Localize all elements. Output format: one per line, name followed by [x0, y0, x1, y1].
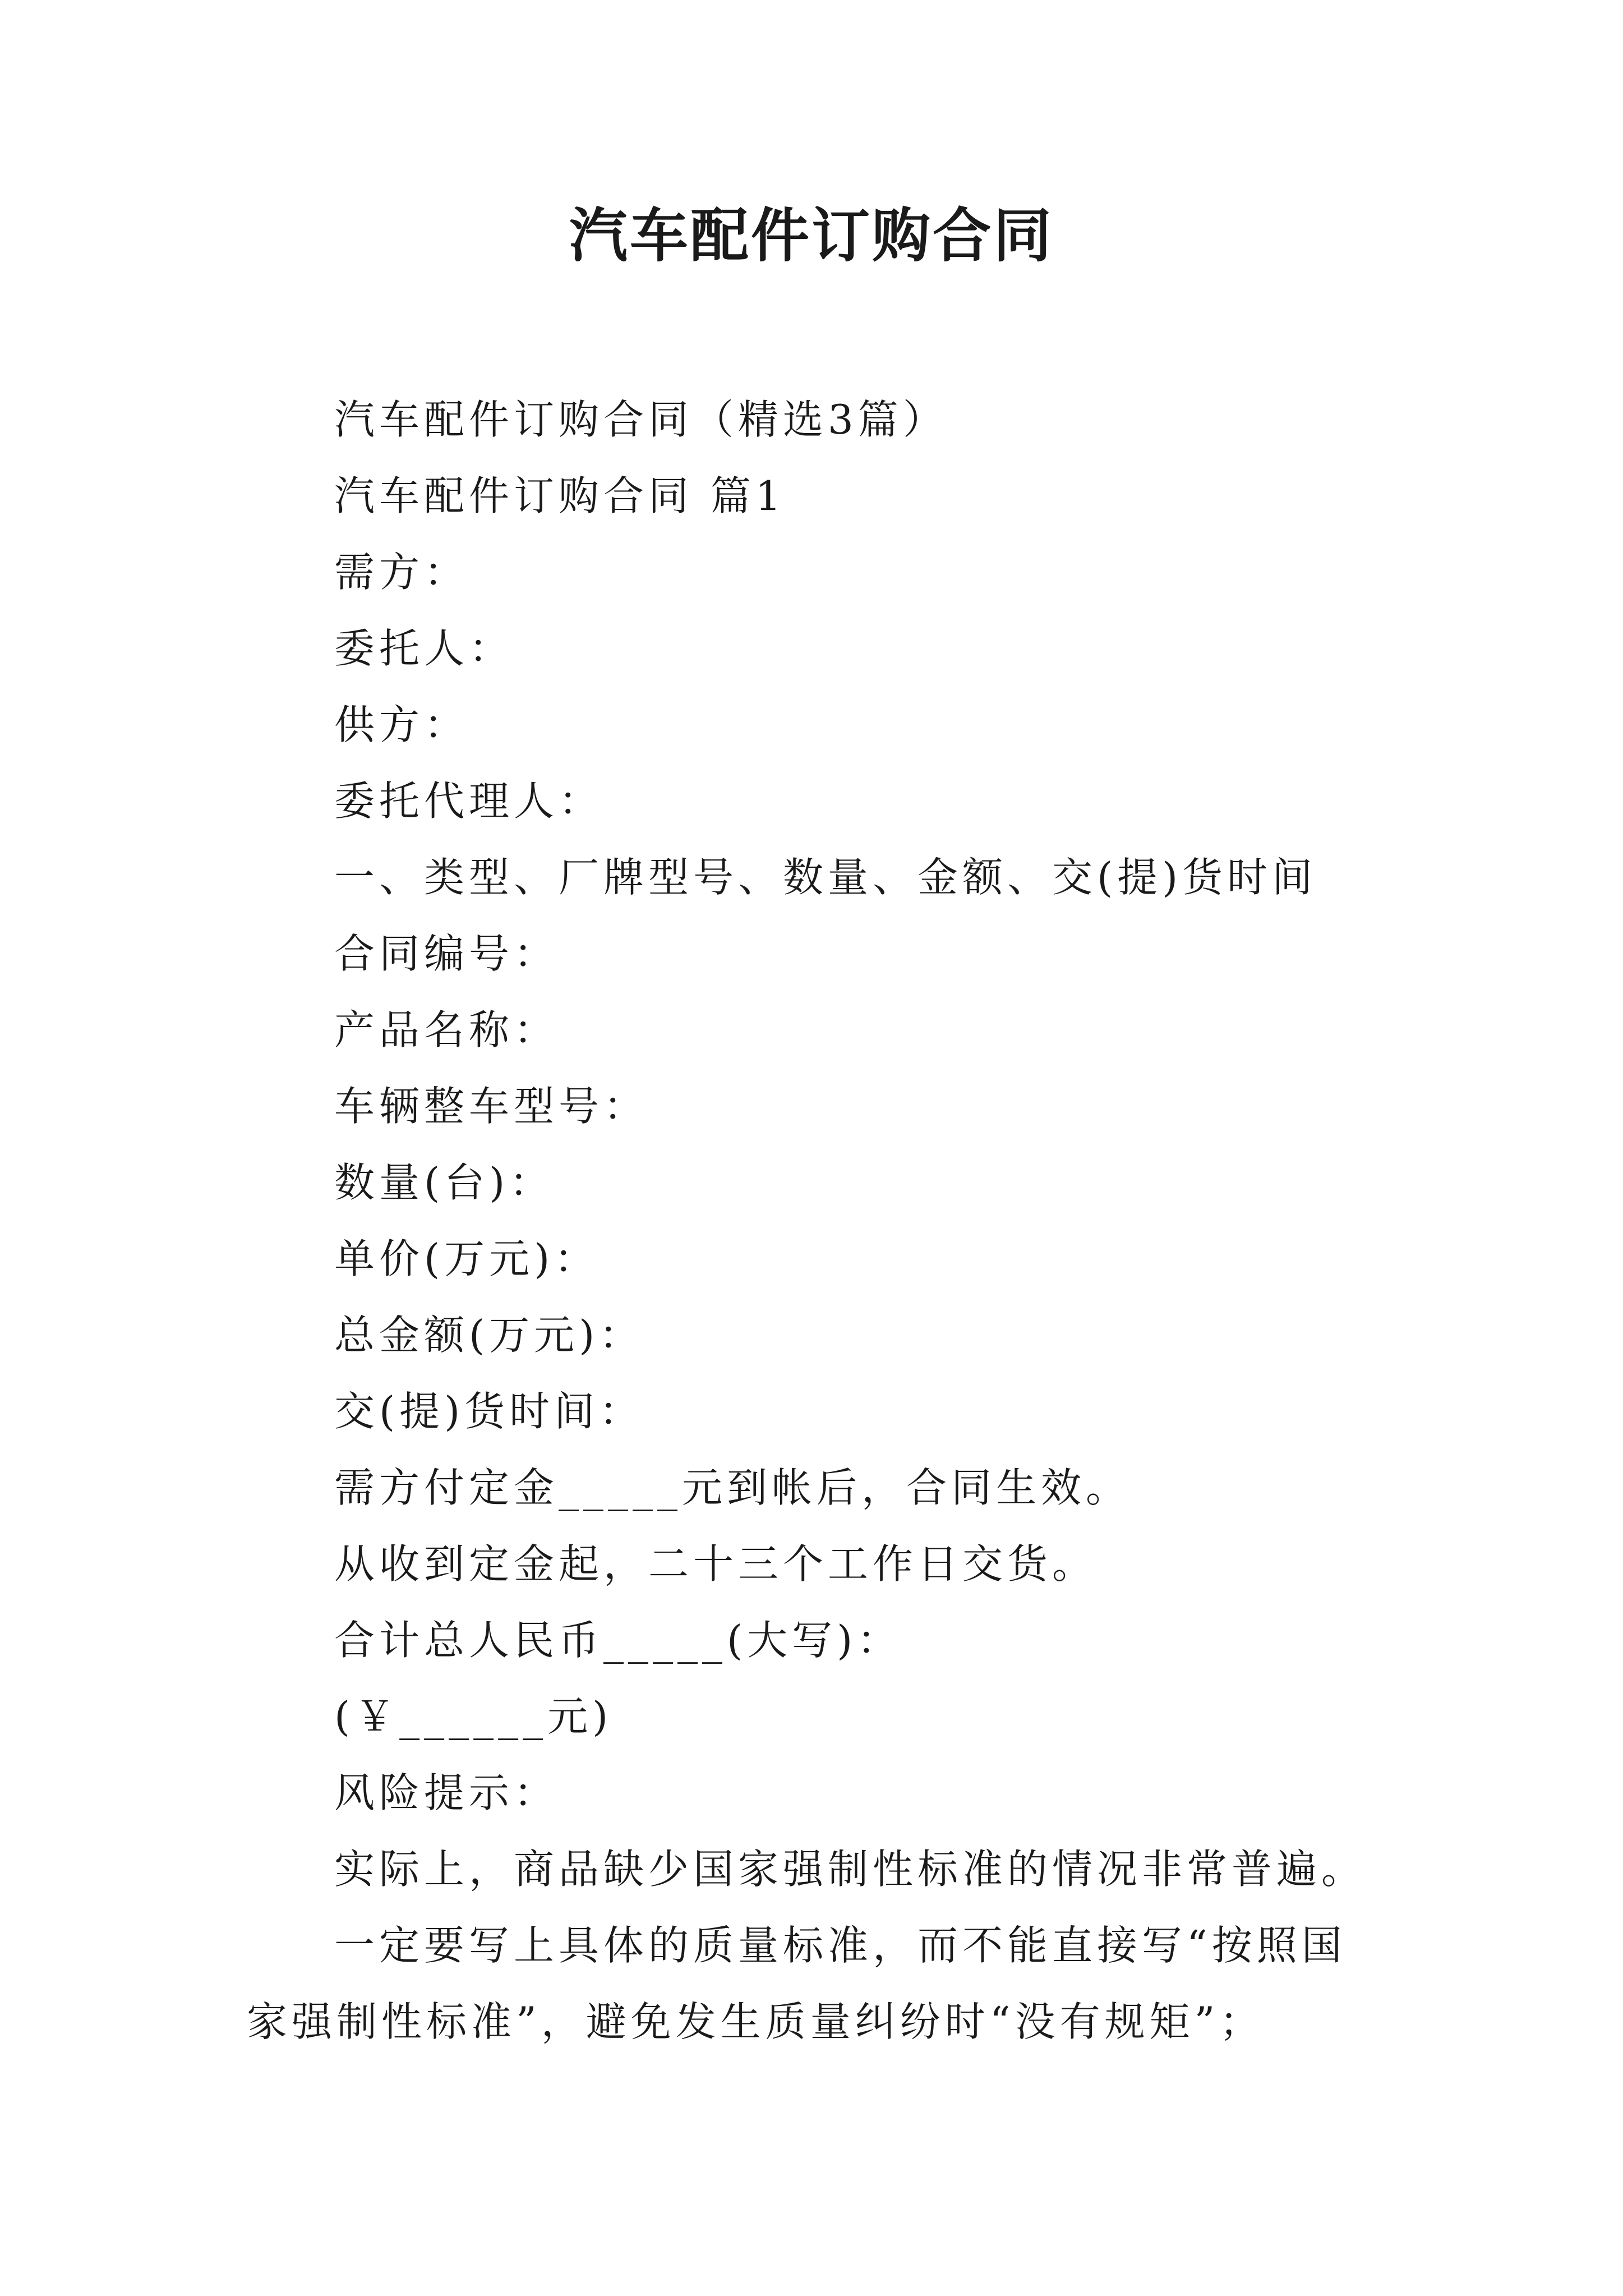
field-vehicle-model: 车辆整车型号： — [334, 1083, 649, 1130]
field-contract-number: 合同编号： — [334, 930, 559, 977]
field-quantity: 数量(台)： — [334, 1159, 555, 1206]
risk-heading: 风险提示： — [334, 1769, 559, 1816]
field-supplier: 供方： — [334, 701, 469, 748]
field-buyer: 需方： — [334, 549, 469, 596]
field-supplier-agent: 委托代理人： — [334, 777, 604, 825]
document-title: 汽车配件订购合同 — [569, 201, 1054, 270]
section-heading: 汽车配件订购合同 篇1 — [334, 472, 786, 519]
field-unit-price: 单价(万元)： — [334, 1235, 600, 1282]
deposit-clause: 需方付定金_____元到帐后，合同生效。 — [334, 1464, 1131, 1511]
total-rmb-line: 合计总人民币_____(大写)： — [334, 1617, 902, 1664]
field-buyer-agent: 委托人： — [334, 625, 514, 672]
document-body — [247, 381, 1382, 2060]
amount-figure-line: (￥______元) — [334, 1693, 613, 1740]
risk-statement: 实际上，商品缺少国家强制性标准的情况非常普遍。 — [334, 1846, 1367, 1893]
field-total-amount: 总金额(万元)： — [334, 1312, 644, 1359]
field-product-name: 产品名称： — [334, 1006, 559, 1053]
delivery-clause: 从收到定金起，二十三个工作日交货。 — [334, 1540, 1098, 1588]
risk-paragraph: 一定要写上具体的质量标准，而不能直接写“按照国家强制性标准”，避免发生质量纠纷时“没有规矩”； — [247, 1922, 1347, 2045]
clause-heading: 一、类型、厂牌型号、数量、金额、交(提)货时间 — [334, 854, 1317, 901]
subtitle-line: 汽车配件订购合同（精选3篇） — [334, 396, 948, 443]
field-delivery-time: 交(提)货时间： — [334, 1388, 644, 1435]
